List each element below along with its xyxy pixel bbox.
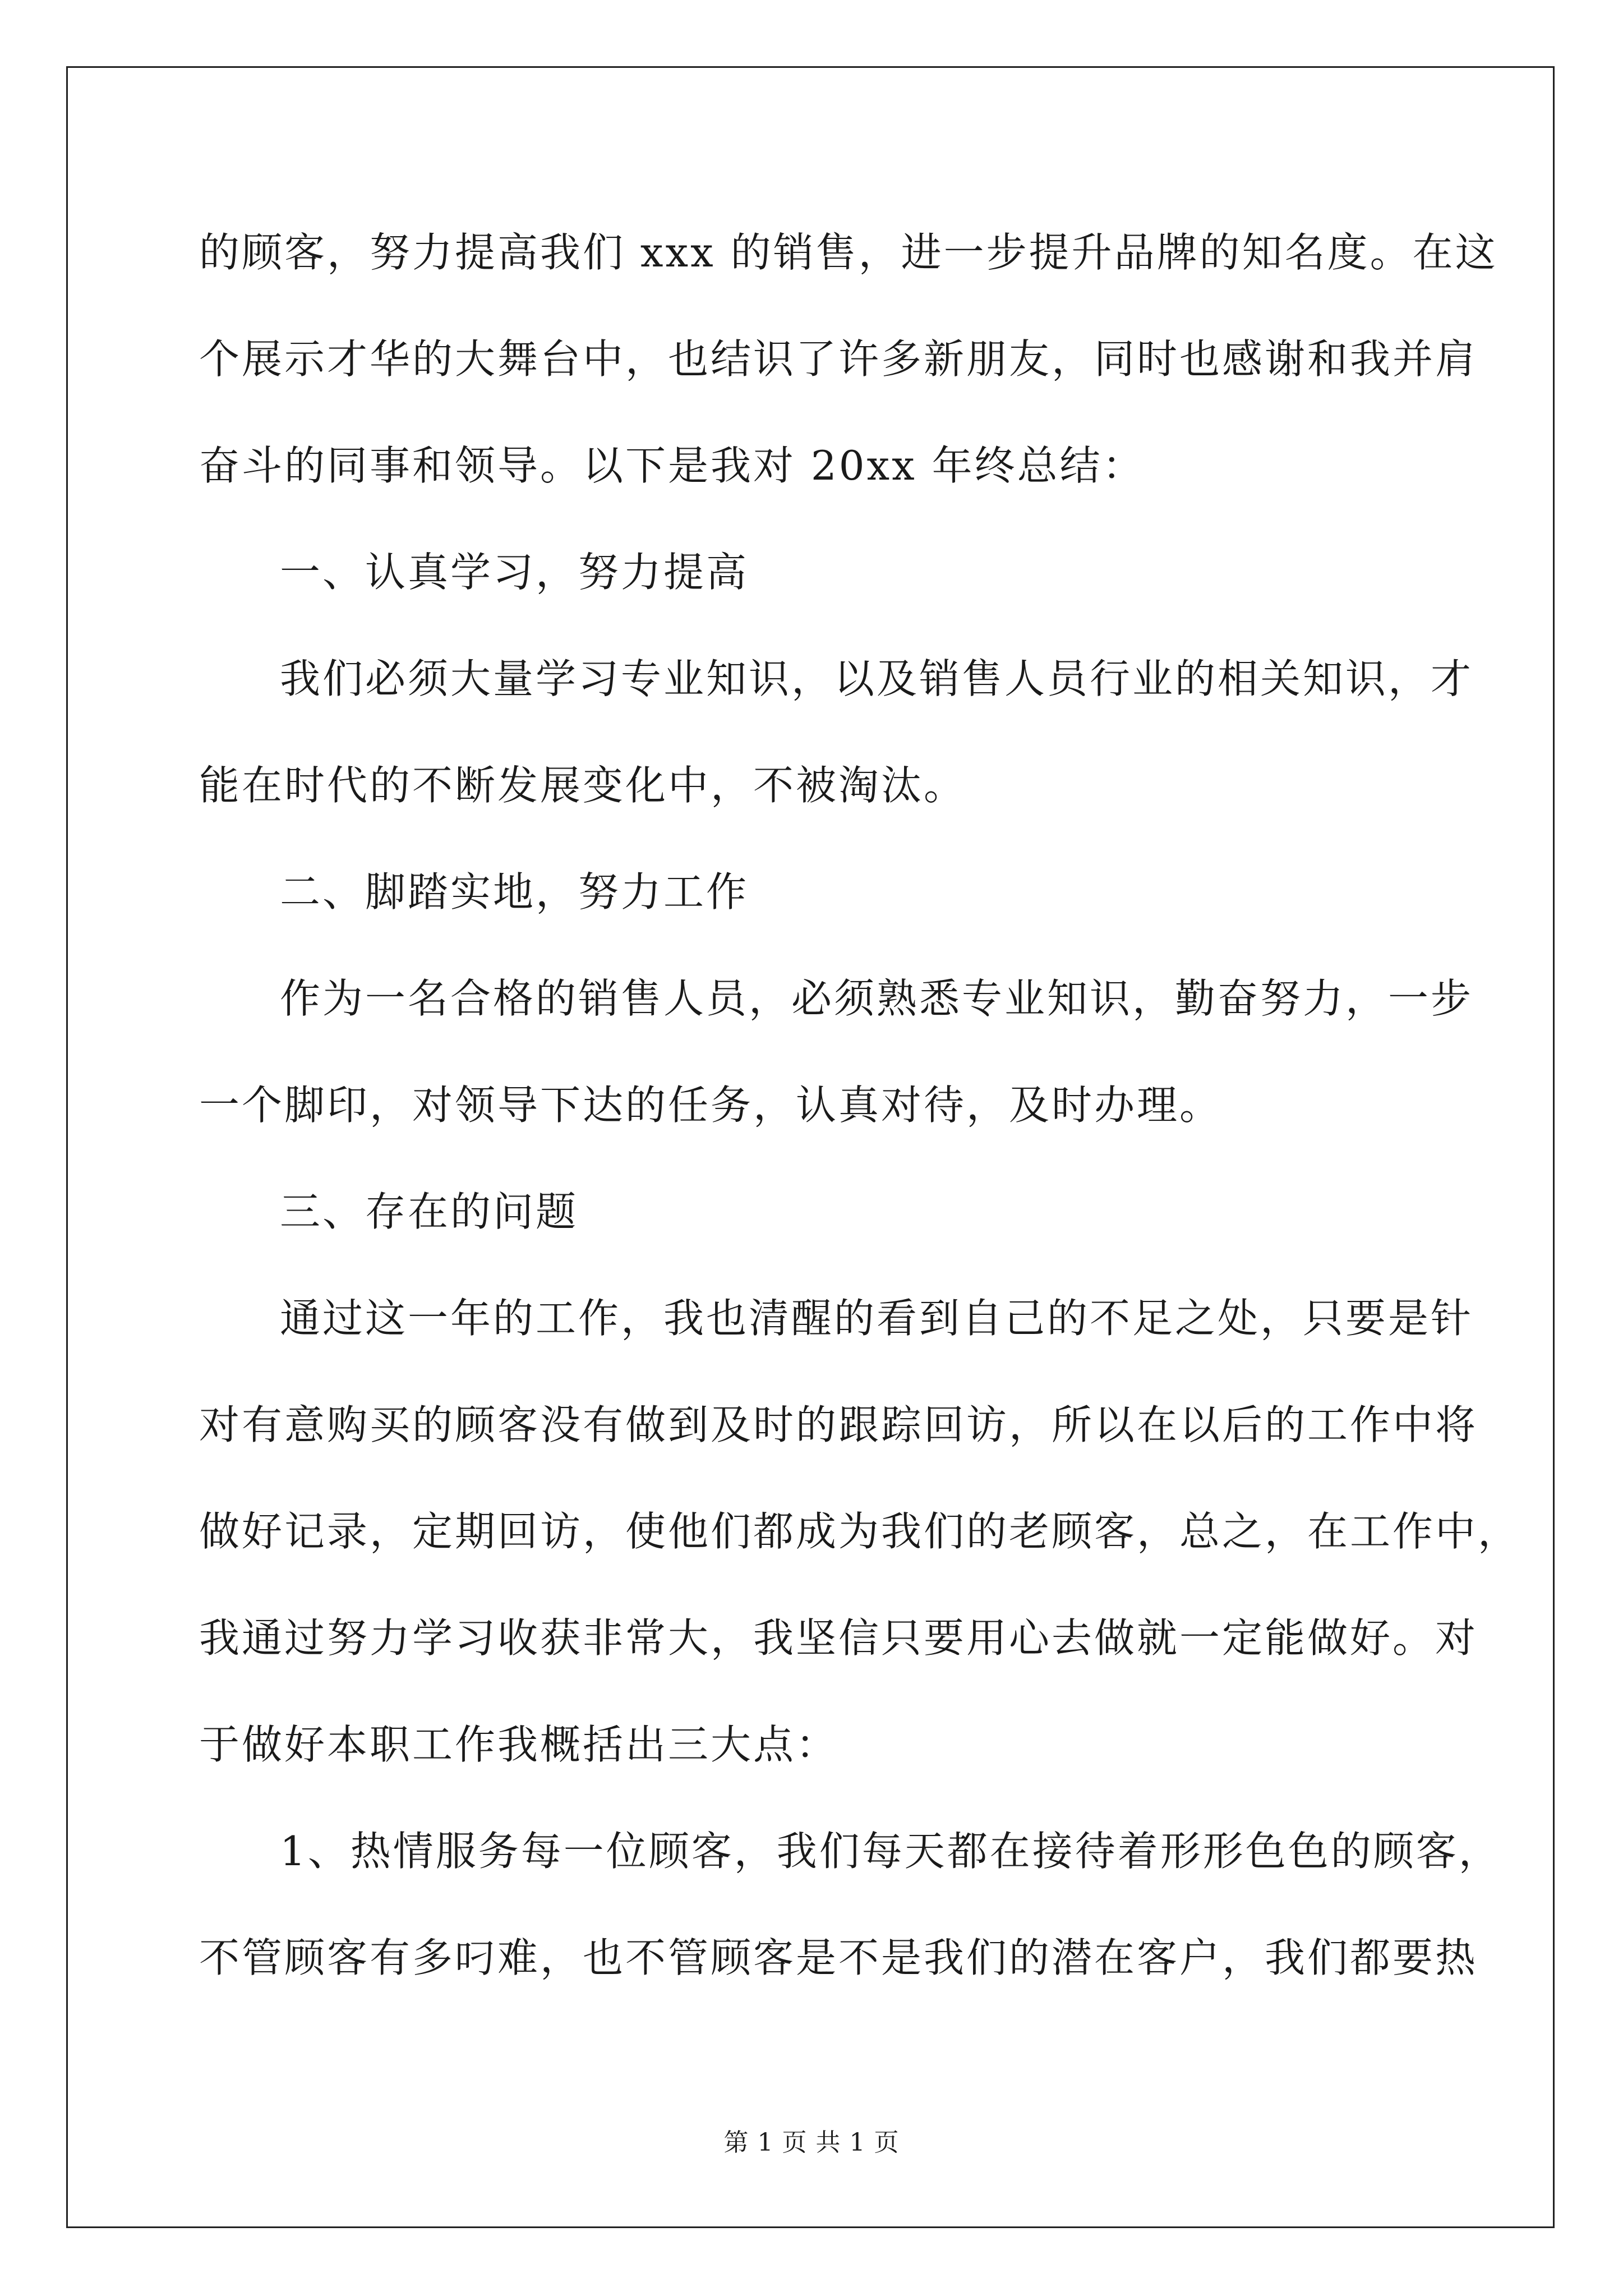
text-line: 能在时代的不断发展变化中，不被淘汰。 bbox=[199, 762, 967, 809]
text-line: 的顾客，努力提高我们 xxx 的销售，进一步提升品牌的知名度。在这 bbox=[199, 229, 1498, 276]
paragraph-first-line: 1、热情服务每一位顾客，我们每天都在接待着形形色色的顾客， bbox=[280, 1828, 1501, 1875]
text-line: 不管顾客有多叼难，也不管顾客是不是我们的潜在客户，我们都要热 bbox=[199, 1934, 1478, 1981]
page-border bbox=[66, 66, 1555, 2228]
text-line: 做好记录，定期回访，使他们都成为我们的老顾客，总之，在工作中， bbox=[199, 1508, 1521, 1555]
page-number-footer: 第 1 页 共 1 页 bbox=[723, 2128, 900, 2157]
text-line: 我通过努力学习收获非常大，我坚信只要用心去做就一定能做好。对 bbox=[199, 1614, 1478, 1662]
section-heading: 三、存在的问题 bbox=[280, 1188, 579, 1235]
text-line: 于做好本职工作我概括出三大点： bbox=[199, 1721, 839, 1768]
text-line: 一个脚印，对领导下达的任务，认真对待，及时办理。 bbox=[199, 1082, 1223, 1129]
paragraph-first-line: 我们必须大量学习专业知识，以及销售人员行业的相关知识，才 bbox=[280, 655, 1474, 702]
text-line: 奋斗的同事和领导。以下是我对 20xx 年终总结： bbox=[199, 442, 1145, 489]
text-line: 对有意购买的顾客没有做到及时的跟踪回访，所以在以后的工作中将 bbox=[199, 1401, 1478, 1448]
section-heading: 二、脚踏实地，努力工作 bbox=[280, 868, 749, 915]
paragraph-first-line: 通过这一年的工作，我也清醒的看到自己的不足之处，只要是针 bbox=[280, 1295, 1474, 1342]
paragraph-first-line: 作为一名合格的销售人员，必须熟悉专业知识，勤奋努力，一步 bbox=[280, 975, 1474, 1022]
text-line: 个展示才华的大舞台中，也结识了许多新朋友，同时也感谢和我并肩 bbox=[199, 335, 1478, 383]
section-heading: 一、认真学习，努力提高 bbox=[280, 549, 749, 596]
